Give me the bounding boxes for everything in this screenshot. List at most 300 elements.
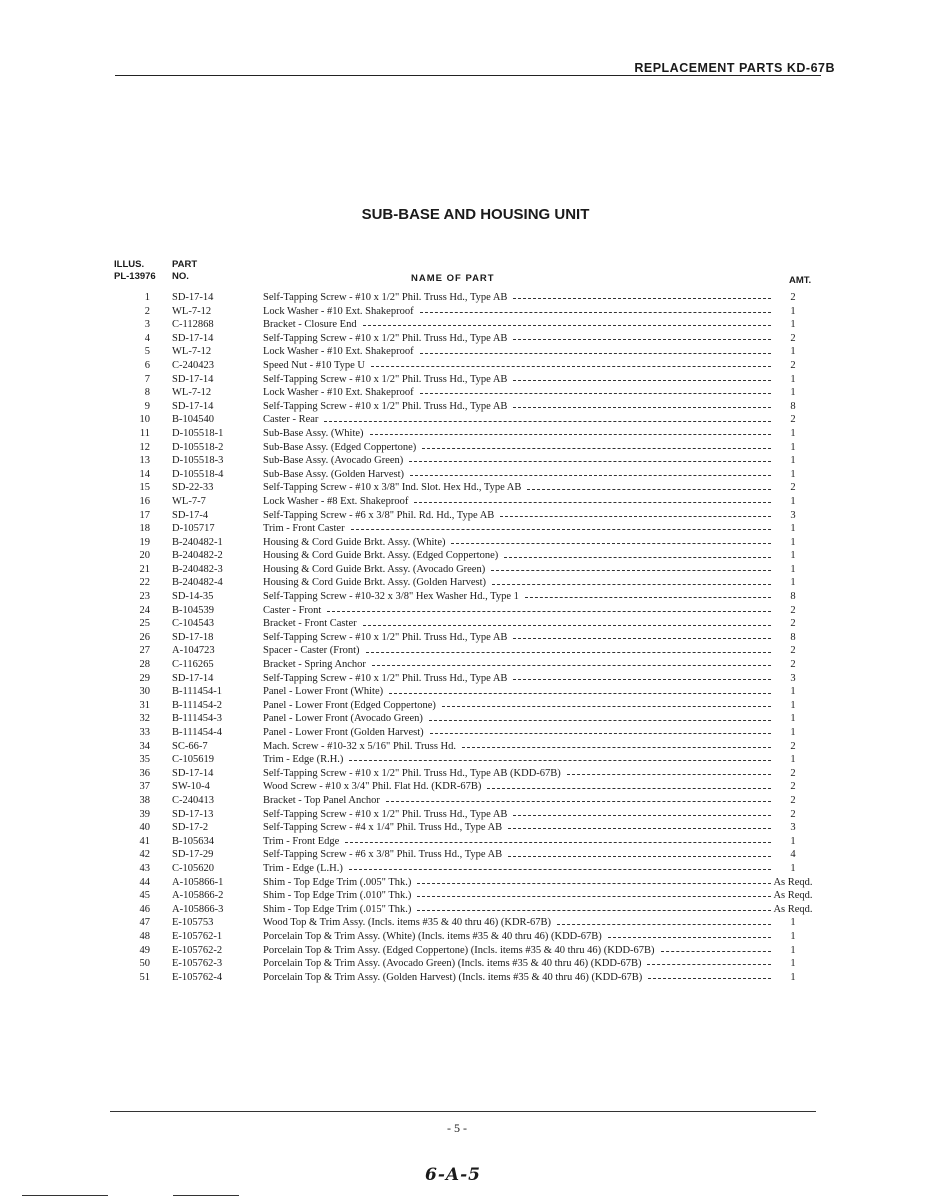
- part-amount: As Reqd.: [773, 876, 813, 888]
- dot-leader: [513, 407, 771, 408]
- part-name-cell: [263, 685, 771, 699]
- dot-leader: [389, 693, 771, 694]
- part-name-cell: [263, 427, 771, 441]
- dot-leader: [451, 543, 771, 544]
- part-name-cell: [263, 345, 771, 359]
- table-row: [0, 971, 943, 985]
- illus-number: 22: [139, 577, 150, 589]
- table-row: [0, 386, 943, 400]
- part-name-cell: [263, 468, 771, 482]
- part-number: SD-17-29: [172, 849, 214, 861]
- part-number: SD-22-33: [172, 482, 214, 494]
- dot-leader: [513, 298, 771, 299]
- illus-number: 44: [139, 876, 150, 888]
- part-number: A-104723: [172, 645, 215, 657]
- illus-number: 16: [139, 495, 150, 507]
- illus-number: 17: [139, 509, 150, 521]
- part-amount: 1: [790, 686, 796, 698]
- part-name-cell: [263, 386, 771, 400]
- table-row: [0, 726, 943, 740]
- dot-leader: [417, 910, 771, 911]
- part-name-cell: [263, 930, 771, 944]
- table-row: [0, 644, 943, 658]
- dot-leader: [527, 489, 771, 490]
- illus-number: 45: [139, 890, 150, 902]
- dot-leader: [420, 353, 771, 354]
- illus-number: 13: [139, 455, 150, 467]
- part-amount: 1: [790, 930, 796, 942]
- part-name: Housing & Cord Guide Brkt. Assy. (Golden Harvest): [263, 577, 487, 589]
- part-number: B-111454-2: [172, 699, 222, 711]
- part-amount: 2: [790, 359, 796, 371]
- part-amount: 2: [790, 482, 796, 494]
- table-row: [0, 617, 943, 631]
- part-name: Trim - Edge (L.H.): [263, 862, 343, 874]
- part-name: Porcelain Top & Trim Assy. (Avocado Green) (Incls. items #35 & 40 thru 46) (KDD-67B): [263, 958, 642, 970]
- part-name-cell: [263, 794, 771, 808]
- scan-edge-line-right: [173, 1195, 239, 1196]
- dot-leader: [349, 869, 771, 870]
- table-row: [0, 848, 943, 862]
- illus-number: 40: [139, 822, 150, 834]
- table-row: [0, 305, 943, 319]
- scan-edge-line-left: [22, 1195, 108, 1196]
- table-row: [0, 916, 943, 930]
- part-amount: 1: [790, 563, 796, 575]
- illus-number: 47: [139, 917, 150, 929]
- part-amount: 8: [790, 591, 796, 603]
- illus-number: 15: [139, 482, 150, 494]
- part-number: SD-17-14: [172, 400, 214, 412]
- part-name-cell: [263, 808, 771, 822]
- table-row: [0, 345, 943, 359]
- table-row: [0, 522, 943, 536]
- dot-leader: [363, 625, 771, 626]
- part-name: Self-Tapping Screw - #10 x 3/8" Ind. Slot. Hex Hd., Type AB: [263, 482, 522, 494]
- part-number: B-240482-2: [172, 550, 223, 562]
- part-name-cell: [263, 631, 771, 645]
- part-name: Shim - Top Edge Trim (.015" Thk.): [263, 903, 412, 915]
- part-amount: 1: [790, 713, 796, 725]
- part-number: E-105762-1: [172, 930, 223, 942]
- part-name-cell: [263, 971, 771, 985]
- part-number: C-240413: [172, 794, 214, 806]
- column-header-part-line2: NO.: [172, 271, 189, 282]
- part-name-cell: [263, 441, 771, 455]
- part-amount: As Reqd.: [773, 903, 813, 915]
- part-amount: 1: [790, 550, 796, 562]
- dot-leader: [500, 516, 771, 517]
- part-amount: 2: [790, 414, 796, 426]
- part-name: Wood Top & Trim Assy. (Incls. items #35 & 40 thru 46) (KDR-67B): [263, 917, 552, 929]
- part-name: Bracket - Front Caster: [263, 618, 357, 630]
- header-rule: [115, 75, 821, 76]
- table-row: [0, 930, 943, 944]
- illus-number: 41: [139, 835, 150, 847]
- part-amount: 2: [790, 794, 796, 806]
- table-row: [0, 400, 943, 414]
- illus-number: 24: [139, 604, 150, 616]
- dot-leader: [504, 557, 771, 558]
- part-name: Panel - Lower Front (Avocado Green): [263, 713, 423, 725]
- table-row: [0, 441, 943, 455]
- table-row: [0, 509, 943, 523]
- dot-leader: [420, 312, 771, 313]
- table-row: [0, 740, 943, 754]
- footer-rule: [110, 1111, 816, 1112]
- part-name-cell: [263, 318, 771, 332]
- part-name-cell: [263, 944, 771, 958]
- part-name-cell: [263, 835, 771, 849]
- column-header-illus-line2: PL-13976: [114, 271, 156, 282]
- part-name: Self-Tapping Screw - #10 x 1/2" Phil. Truss Hd., Type AB: [263, 400, 508, 412]
- part-name: Speed Nut - #10 Type U: [263, 359, 366, 371]
- part-name-cell: [263, 590, 771, 604]
- section-title: SUB-BASE AND HOUSING UNIT: [361, 206, 590, 223]
- illus-number: 8: [144, 387, 150, 399]
- illus-number: 25: [139, 618, 150, 630]
- part-number: B-111454-3: [172, 713, 222, 725]
- dot-leader: [487, 788, 771, 789]
- part-name-cell: [263, 617, 771, 631]
- table-row: [0, 413, 943, 427]
- part-name-cell: [263, 740, 771, 754]
- part-name: Mach. Screw - #10-32 x 5/16" Phil. Truss Hd.: [263, 740, 456, 752]
- part-name: Wood Screw - #10 x 3/4" Phil. Flat Hd. (KDR-67B): [263, 781, 482, 793]
- illus-number: 34: [139, 740, 150, 752]
- illus-number: 49: [139, 944, 150, 956]
- table-row: [0, 794, 943, 808]
- illus-number: 6: [144, 359, 150, 371]
- illus-number: 37: [139, 781, 150, 793]
- column-header-illus-line1: ILLUS.: [114, 259, 145, 270]
- part-amount: 1: [790, 319, 796, 331]
- part-name-cell: [263, 889, 771, 903]
- part-name: Caster - Front: [263, 604, 322, 616]
- table-row: [0, 767, 943, 781]
- part-name-cell: [263, 332, 771, 346]
- part-name: Sub-Base Assy. (Edged Coppertone): [263, 441, 417, 453]
- dot-leader: [508, 856, 771, 857]
- dot-leader: [417, 883, 771, 884]
- table-row: [0, 454, 943, 468]
- part-name: Self-Tapping Screw - #6 x 3/8" Phil. Rd. Hd., Type AB: [263, 509, 495, 521]
- table-row: [0, 672, 943, 686]
- part-number: WL-7-7: [172, 495, 206, 507]
- part-number: A-105866-3: [172, 903, 224, 915]
- part-amount: 1: [790, 835, 796, 847]
- dot-leader: [327, 611, 771, 612]
- part-number: B-111454-4: [172, 727, 222, 738]
- part-amount: 1: [790, 387, 796, 399]
- illus-number: 33: [139, 727, 150, 738]
- part-name: Panel - Lower Front (White): [263, 686, 384, 698]
- table-row: [0, 563, 943, 577]
- dot-leader: [414, 502, 771, 503]
- part-amount: 3: [790, 672, 796, 684]
- part-name-cell: [263, 549, 771, 563]
- part-amount: 2: [790, 604, 796, 616]
- part-amount: 2: [790, 808, 796, 820]
- part-amount: 2: [790, 292, 796, 303]
- part-number: C-116265: [172, 659, 214, 671]
- part-number: SD-17-14: [172, 332, 214, 344]
- part-name-cell: [263, 699, 771, 713]
- column-header-amt: AMT.: [789, 275, 812, 286]
- illus-number: 2: [144, 305, 150, 317]
- part-amount: 1: [790, 971, 796, 983]
- table-row: [0, 876, 943, 890]
- dot-leader: [366, 652, 771, 653]
- part-name: Sub-Base Assy. (Golden Harvest): [263, 468, 405, 480]
- dot-leader: [513, 679, 771, 680]
- part-name-cell: [263, 359, 771, 373]
- part-number: B-105634: [172, 835, 214, 847]
- dot-leader: [371, 366, 771, 367]
- illus-number: 50: [139, 958, 150, 970]
- illus-number: 32: [139, 713, 150, 725]
- part-number: SD-17-14: [172, 373, 214, 385]
- part-amount: 1: [790, 305, 796, 317]
- part-number: C-112868: [172, 319, 214, 331]
- part-number: C-240423: [172, 359, 214, 371]
- dot-leader: [462, 747, 771, 748]
- page-header-title: REPLACEMENT PARTS KD-67B: [634, 61, 835, 75]
- part-amount: 1: [790, 346, 796, 358]
- part-name: Spacer - Caster (Front): [263, 645, 360, 657]
- part-name-cell: [263, 604, 771, 618]
- part-amount: 1: [790, 754, 796, 766]
- part-number: B-240482-4: [172, 577, 223, 589]
- dot-leader: [429, 720, 771, 721]
- dot-leader: [422, 448, 771, 449]
- page-number: - 5 -: [447, 1121, 467, 1135]
- dot-leader: [351, 529, 771, 530]
- part-name: Self-Tapping Screw - #10 x 1/2" Phil. Truss Hd., Type AB: [263, 672, 508, 684]
- dot-leader: [349, 760, 771, 761]
- part-amount: 1: [790, 523, 796, 535]
- part-name: Housing & Cord Guide Brkt. Assy. (White): [263, 536, 446, 548]
- part-name-cell: [263, 454, 771, 468]
- part-name: Sub-Base Assy. (Avocado Green): [263, 455, 404, 467]
- part-amount: 1: [790, 577, 796, 589]
- table-row: [0, 862, 943, 876]
- part-name: Porcelain Top & Trim Assy. (Golden Harvest) (Incls. items #35 & 40 thru 46) (KDD-67B): [263, 971, 643, 983]
- part-amount: 4: [790, 849, 796, 861]
- part-amount: 1: [790, 944, 796, 956]
- part-amount: 2: [790, 659, 796, 671]
- part-name: Panel - Lower Front (Golden Harvest): [263, 727, 424, 738]
- part-amount: 1: [790, 468, 796, 480]
- part-name-cell: [263, 576, 771, 590]
- part-name: Lock Washer - #10 Ext. Shakeproof: [263, 346, 414, 358]
- table-row: [0, 821, 943, 835]
- dot-leader: [417, 896, 771, 897]
- part-name-cell: [263, 726, 771, 740]
- illus-number: 38: [139, 794, 150, 806]
- part-name-cell: [263, 400, 771, 414]
- dot-leader: [661, 951, 771, 952]
- part-amount: 1: [790, 441, 796, 453]
- part-number: SC-66-7: [172, 740, 208, 752]
- table-row: [0, 604, 943, 618]
- part-amount: 1: [790, 727, 796, 738]
- part-name-cell: [263, 658, 771, 672]
- dot-leader: [513, 815, 771, 816]
- part-amount: 2: [790, 332, 796, 344]
- part-name-cell: [263, 753, 771, 767]
- part-number: E-105753: [172, 917, 214, 929]
- part-number: B-104539: [172, 604, 214, 616]
- part-name-cell: [263, 413, 771, 427]
- illus-number: 11: [139, 427, 150, 439]
- illus-number: 43: [139, 862, 150, 874]
- part-amount: 1: [790, 917, 796, 929]
- part-amount: 8: [790, 400, 796, 412]
- part-name-cell: [263, 821, 771, 835]
- part-name: Self-Tapping Screw - #10 x 1/2" Phil. Truss Hd., Type AB (KDD-67B): [263, 767, 561, 779]
- dot-leader: [508, 828, 771, 829]
- table-row: [0, 291, 943, 305]
- part-amount: 1: [790, 958, 796, 970]
- illus-number: 5: [144, 346, 150, 358]
- dot-leader: [370, 434, 771, 435]
- dot-leader: [324, 421, 771, 422]
- part-number: D-105717: [172, 523, 215, 535]
- part-amount: 1: [790, 455, 796, 467]
- illus-number: 28: [139, 659, 150, 671]
- illus-number: 39: [139, 808, 150, 820]
- part-name: Housing & Cord Guide Brkt. Assy. (Avocado Green): [263, 563, 486, 575]
- part-name-cell: [263, 291, 771, 305]
- table-row: [0, 427, 943, 441]
- parts-list: [0, 291, 943, 984]
- table-row: [0, 944, 943, 958]
- part-name-cell: [263, 767, 771, 781]
- part-number: C-104543: [172, 618, 214, 630]
- dot-leader: [567, 774, 771, 775]
- part-amount: 3: [790, 822, 796, 834]
- part-name-cell: [263, 780, 771, 794]
- dot-leader: [363, 325, 771, 326]
- part-number: E-105762-4: [172, 971, 223, 983]
- illus-number: 26: [139, 631, 150, 643]
- part-name: Housing & Cord Guide Brkt. Assy. (Edged Coppertone): [263, 550, 499, 562]
- dot-leader: [410, 475, 771, 476]
- part-name: Sub-Base Assy. (White): [263, 427, 364, 439]
- column-header-part: [172, 259, 197, 283]
- illus-number: 3: [144, 319, 150, 331]
- part-amount: 2: [790, 767, 796, 779]
- part-amount: 1: [790, 699, 796, 711]
- dot-leader: [442, 706, 771, 707]
- column-header-part-line1: PART: [172, 259, 198, 270]
- table-row: [0, 359, 943, 373]
- part-amount: 1: [790, 373, 796, 385]
- part-amount: 3: [790, 509, 796, 521]
- table-row: [0, 318, 943, 332]
- table-row: [0, 957, 943, 971]
- table-row: [0, 889, 943, 903]
- part-name-cell: [263, 373, 771, 387]
- illus-number: 21: [139, 563, 150, 575]
- part-name: Lock Washer - #10 Ext. Shakeproof: [263, 305, 414, 317]
- dot-leader: [386, 801, 771, 802]
- part-name: Lock Washer - #8 Ext. Shakeproof: [263, 495, 409, 507]
- part-name-cell: [263, 916, 771, 930]
- column-header-name: NAME OF PART: [411, 273, 495, 284]
- illus-number: 23: [139, 591, 150, 603]
- table-row: [0, 903, 943, 917]
- part-number: A-105866-2: [172, 890, 224, 902]
- illus-number: 42: [139, 849, 150, 861]
- part-name-cell: [263, 481, 771, 495]
- part-name: Self-Tapping Screw - #10 x 1/2" Phil. Truss Hd., Type AB: [263, 373, 508, 385]
- part-number: SD-17-13: [172, 808, 214, 820]
- part-name-cell: [263, 862, 771, 876]
- part-number: A-105866-1: [172, 876, 224, 888]
- dot-leader: [372, 665, 771, 666]
- part-number: C-105619: [172, 754, 214, 766]
- part-name: Caster - Rear: [263, 414, 319, 426]
- illus-number: 27: [139, 645, 150, 657]
- illus-number: 29: [139, 672, 150, 684]
- illus-number: 20: [139, 550, 150, 562]
- dot-leader: [513, 380, 771, 381]
- dot-leader: [647, 964, 771, 965]
- illus-number: 7: [144, 373, 150, 385]
- part-name-cell: [263, 712, 771, 726]
- illus-number: 46: [139, 903, 150, 915]
- table-row: [0, 835, 943, 849]
- dot-leader: [430, 733, 771, 734]
- part-name: Self-Tapping Screw - #6 x 3/8" Phil. Truss Hd., Type AB: [263, 849, 503, 861]
- part-name: Trim - Front Edge: [263, 835, 340, 847]
- part-amount: As Reqd.: [773, 890, 813, 902]
- table-row: [0, 631, 943, 645]
- illus-number: 4: [144, 332, 150, 344]
- illus-number: 10: [139, 414, 150, 426]
- dot-leader: [608, 937, 771, 938]
- part-name-cell: [263, 509, 771, 523]
- part-name-cell: [263, 522, 771, 536]
- part-number: D-105518-4: [172, 468, 224, 480]
- table-row: [0, 780, 943, 794]
- part-name-cell: [263, 495, 771, 509]
- illus-number: 12: [139, 441, 150, 453]
- part-name: Porcelain Top & Trim Assy. (Edged Coppertone) (Incls. items #35 & 40 thru 46) (KDD-67B): [263, 944, 655, 956]
- table-row: [0, 549, 943, 563]
- part-number: SW-10-4: [172, 781, 210, 793]
- illus-number: 9: [144, 400, 150, 412]
- part-amount: 2: [790, 618, 796, 630]
- illus-number: 19: [139, 536, 150, 548]
- illus-number: 1: [144, 292, 150, 303]
- part-number: SD-17-4: [172, 509, 209, 521]
- illus-number: 18: [139, 523, 150, 535]
- part-number: B-111454-1: [172, 686, 222, 698]
- dot-leader: [420, 393, 771, 394]
- dot-leader: [513, 339, 771, 340]
- part-number: E-105762-3: [172, 958, 223, 970]
- part-name-cell: [263, 848, 771, 862]
- part-number: WL-7-12: [172, 305, 212, 317]
- part-number: SD-17-18: [172, 631, 214, 643]
- part-amount: 1: [790, 862, 796, 874]
- part-name: Panel - Lower Front (Edged Coppertone): [263, 699, 436, 711]
- illus-number: 30: [139, 686, 150, 698]
- part-name: Self-Tapping Screw - #10 x 1/2" Phil. Truss Hd., Type AB: [263, 332, 508, 344]
